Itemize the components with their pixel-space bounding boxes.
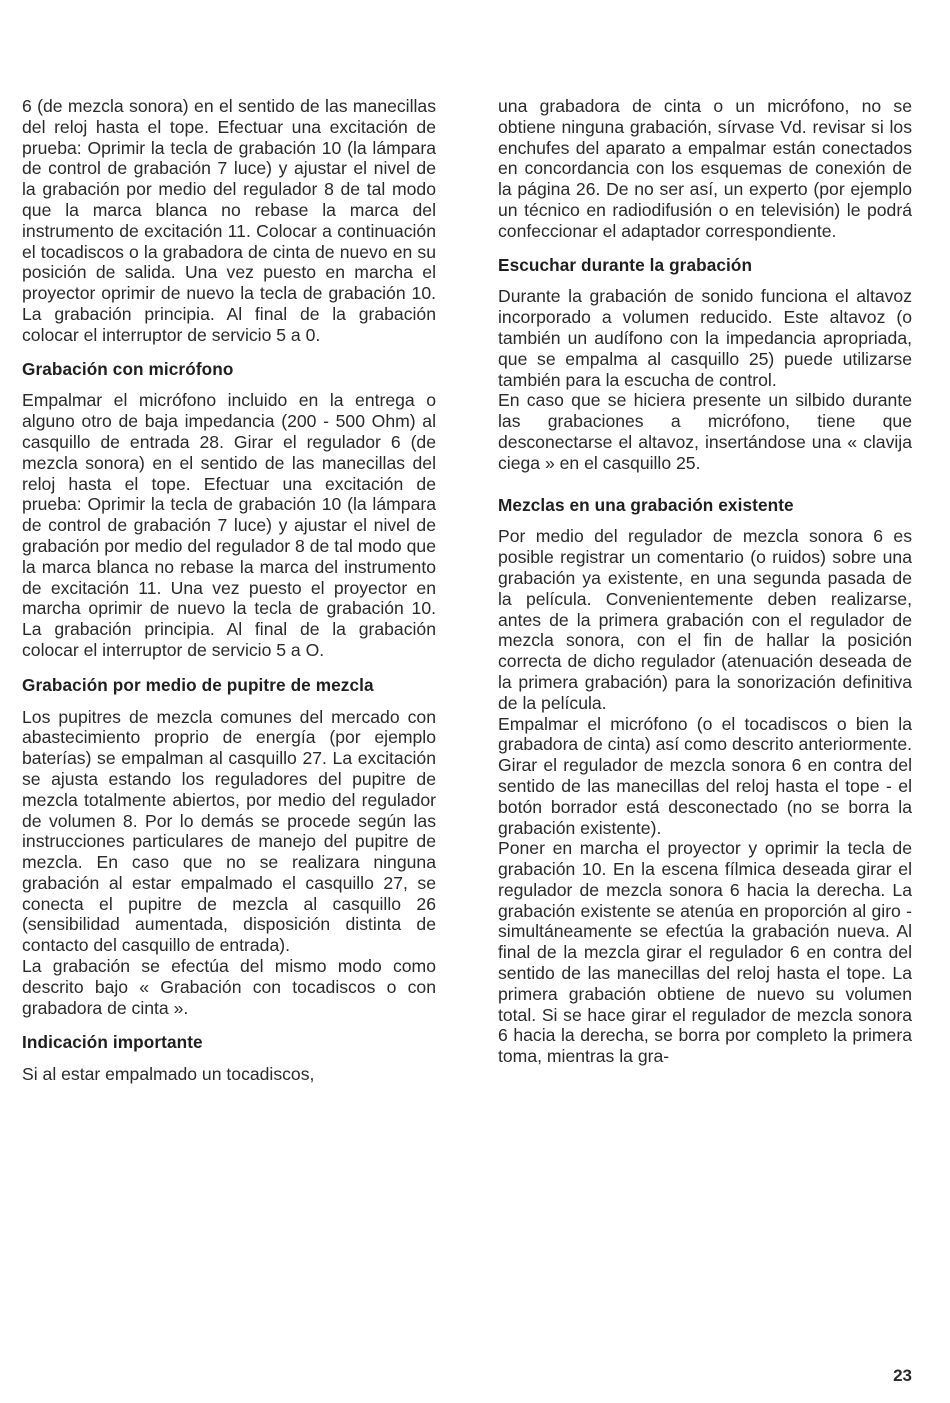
paragraph-silbido: En caso que se hiciera presente un silbido durante las grabaciones a micrófono, tiene que desconectarse el altavoz, insertándose una « clavija ciega » en el casquillo 25.: [498, 390, 912, 473]
page-number: 23: [893, 1366, 912, 1385]
paragraph-indicacion-continued: una grabadora de cinta o un micrófono, no se obtiene ninguna grabación, sírvase Vd. revisar si los enchufes del aparato a empalmar están conectados en concordancia con los esquemas de conexión de la página 26. De no ser así, un experto (por ejemplo un técnico en radiodifusión o en televisión) le podrá confeccionar el adaptador correspondiente.: [498, 96, 912, 241]
paragraph-mezclas-intro: Por medio del regulador de mezcla sonora 6 es posible registrar un comentario (o ruidos) sobre una grabación ya existente, en una segunda pasada de la película. Convenientemente deben realizarse, antes de la primera grabación con el regulador de mezcla sonora, con el fin de hallar la posición correcta de dicho regulador (atenuación deseada de la primera grabación) para la sonorización definitiva de la película.: [498, 526, 912, 713]
heading-pupitre-mezcla: Grabación por medio de pupitre de mezcla: [22, 674, 374, 695]
right-column: [498, 96, 912, 1067]
paragraph-pupitre-mezcla: Los pupitres de mezcla comunes del mercado con abastecimiento proprio de energía (por ejemplo baterías) se empalman al casquillo 27. La excitación se ajusta estando los reguladores del pupitre de mezcla totalmente abiertos, por medio del regulador de volumen 8. Por lo demás se procede según las instrucciones particulares de manejo del pupitre de mezcla. En caso que no se realizara ninguna grabación al estar empalmado el casquillo 27, se conecta el pupitre de mezcla al casquillo 26 (sensibilidad aumentada, disposición distinta de contacto del casquillo de entrada).: [22, 706, 436, 956]
paragraph-mezclas-empalmar: Empalmar el micrófono (o el tocadiscos o bien la grabadora de cinta) así como descrito anteriormente. Girar el regulador de mezcla sonora 6 en contra del sentido de las manecillas del reloj hasta el tope - el botón borrador está desconectado (no se borra la grabación existente).: [498, 713, 912, 838]
heading-mezclas-grabacion-existente: Mezclas en una grabación existente: [498, 494, 794, 515]
paragraph-grabacion-microfono: Empalmar el micrófono incluido en la entrega o alguno otro de baja impedancia (200 - 500 Ohm) al casquillo de entrada 28. Girar el regulador 6 (de mezcla sonora) en el sentido de las manecillas del reloj hasta el tope. Efectuar una excitación de prueba: Oprimir la tecla de grabación 10 (la lámpara de control de grabación 7 luce) y ajustar el nivel de grabación por medio del regulador 8 de tal modo que la marca blanca no rebase la marca del instrumento de excitación 11. Una vez puesto el proyector en marcha oprimir de nuevo la tecla de grabación 10. La grabación principia. Al final de la grabación colocar el interruptor de servicio 5 a O.: [22, 390, 436, 660]
heading-escuchar-grabacion: Escuchar durante la grabación: [498, 254, 753, 275]
paragraph-escuchar-grabacion: Durante la grabación de sonido funciona el altavoz incorporado a volumen reducido. Este altavoz (o también un audífono con la impedancia apropriada, que se empalma al casquillo 25) puede utilizarse también para la escucha de control.: [498, 286, 912, 390]
paragraph-pupitre-mezcla-note: La grabación se efectúa del mismo modo como descrito bajo « Grabación con tocadiscos o con grabadora de cinta ».: [22, 956, 436, 1018]
section-spacer: [498, 474, 912, 495]
paragraph-mezclas-proyector: Poner en marcha el proyector y oprimir la tecla de grabación 10. En la escena fílmica deseada girar el regulador de mezcla sonora 6 hacia la derecha. La grabación existente se atenúa en proporción al giro - simultáneamente se efectúa la grabación nueva. Al final de la mezcla girar el regulador 6 en contra del sentido de las manecillas del reloj hasta el tope. La primera grabación obtiene de nuevo su volumen total. Si se hace girar el regulador de mezcla sonora 6 hacia la derecha, se borra por completo la primera toma, mientras la gra-: [498, 838, 912, 1067]
paragraph-recording-tocadiscos-end: 6 (de mezcla sonora) en el sentido de las manecillas del reloj hasta el tope. Efectuar una excitación de prueba: Oprimir la tecla de grabación 10 (la lámpara de control de grabación 7 luce) y ajustar el nivel de la grabación por medio del regulador 8 de tal modo que la marca blanca no rebase la marca del instrumento de excitación 11. Colocar a continuación el tocadiscos o la grabadora de cinta de nuevo en su posición de salida. Una vez puesto en marcha el proyector oprimir de nuevo la tecla de grabación 10. La grabación principia. Al final de la grabación colocar el interruptor de servicio 5 a 0.: [22, 96, 436, 345]
left-column: [22, 96, 436, 1085]
heading-grabacion-microfono: Grabación con micrófono: [22, 358, 234, 379]
heading-indicacion-importante: Indicación importante: [22, 1032, 203, 1053]
paragraph-indicacion-importante: Si al estar empalmado un tocadiscos,: [22, 1064, 315, 1085]
